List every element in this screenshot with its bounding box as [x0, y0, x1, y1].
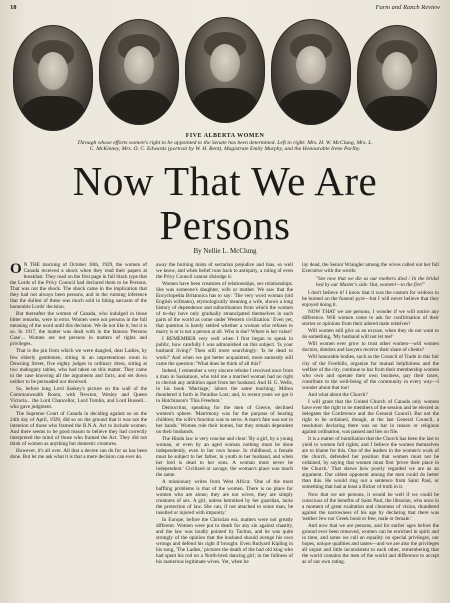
paragraph: So, before long Lord Sankey's picture on the wall of the Commonwealth Room, with Newton, Wesley and Queen Victoria... the Lord Chancellor, Lord Tomlin, and Lord Russell... who gave judgment. [10, 385, 147, 410]
paragraph: lay dead, the Senior Wrangler among the wives called out her full Executive with the words: [302, 261, 439, 274]
paragraph: I REMEMBER very well when I first began to speak in public, how carefully I was admonished on this subject. 'Is your husband living?' Then still more searchingly: 'Is he dead to work?' And when we got better acquainted, more earnestly still came the question: 'What does he think of all this?' [156, 336, 293, 367]
paragraph: It is a matter of humiliation that the Church has been the last to yield to women full rights; and I believe the women themselves are to blame for this. One of the leaders in the women's work of the church, defended her position that women must not be ordained, by saying that women must first 'prove their place in the Church.' That shows how poorly regarded we are as an argument. Our oldest opponent among the men could do better than this. He would ring out a sentence from Saint Paul, or something that had at least a flicker of truth in it. [302, 436, 439, 491]
paragraph: I don't believe it! I know that it was the custom for widows to be burned on the funeral pyre—but I will never believe that they enjoyed doing it. [302, 290, 439, 309]
paragraph: Women have been creatures of relationships, sex relationships. She was someone's daughter, wife or mother. We saw that the Encyclopedia Britannica has to say: 'The very word woman (old English wifmann), etymologically meaning a wife, shows a long history of dependence and subordination from which the women of to-day have only gradually emancipated themselves in such parts of the world as come under Western civilization.' Even yet, that question is barely settled whether a woman who refuses to marry is or is not a person at all. Who is she? Where is her value? [156, 280, 293, 336]
text-column-1 [10, 262, 147, 566]
paragraph: That is the pin from which we were dangled, dear Ladies, by few elderly gentlemen, sitting in an unpretentious room in Downing Street, five eighty judges in ordinary dress, sitting at two mahogany tables, who had taken on this matter. They came to the case knowing all the arguments and facts, and set down neither to be persuaded nor deceived. [10, 348, 147, 385]
drop-cap: O [10, 260, 22, 277]
paragraph: Will honorable bodies, such as the Council of Trade in this fair city of the Foothills, organize for mutual helpfulness and the welfare of the city, continue to bar from their membership women who own and operate their own business, pay their taxes, contribute to the well-being of the community in every way—I wonder about that too! [302, 354, 439, 391]
verse-quote: "See now that we die as our mothers died / In the bridal bed by our Master's side. Out, women!—to the fire!" [316, 275, 439, 288]
text-column-3 [302, 262, 439, 566]
paragraph: Democritus, speaking for the men of Greece, declined women's sphere. 'Matrimony was for the purpose of bearing children; the wife's function was to serve. A man's fate was not in her hands.' Women rule their homes, but they remain dependent on their husbands. [156, 404, 293, 436]
paragraph: away the burning mists of sectarian prejudice and bias, so well we know, and when belief runs back to antiquity, a ruling of even the Privy Council cannot dislodge it. [156, 261, 293, 280]
portrait-photo [271, 19, 351, 125]
publication-name: Farm and Ranch Review [375, 4, 440, 11]
article-byline: By Nellie L. McClung [193, 246, 257, 255]
paragraph: A missionary writes from West Africa: 'One of the most baffling problems is that of the women. There is no place for women who are alone; they are not wives, they are simply creatures of sex. A girl, unless betrothed by her guardian, lacks the protection of law. She can, if not attached to some man, be insulted or injured with impunity.' [156, 479, 293, 516]
portrait-row [10, 17, 440, 131]
paragraph: Indeed, I remember a very sincere rebuke I received once from a man in Saskatoon, who told me a married woman had no right to cherish any ambition apart from her husband. And H. G. Wells, in his book 'Marriage,' labors the same teaching; Milton thundered it forth in Paradise Lost; and, in recent years we got it in Hutchinson's 'This Freedom.' [156, 367, 293, 404]
paragraph: However, it's all over. All that a decree can do for us has been done. But let me ask what it is that a mere decision can ever do. [10, 448, 147, 461]
paragraph: And what about the Church? [308, 391, 368, 398]
figure-caption-title: FIVE ALBERTA WOMEN [185, 133, 265, 139]
paragraph: Now that we are persons, it would be well if we could be conscious of the benefits of Saint Paul, the librarian, who once in a moment of great exaltation and clearness of vision, thundered against the narrowness of his age by declaring that there was 'neither Jew nor Greek bond or free, male or female.' [302, 491, 439, 522]
article-title: Now That We Are Persons [72, 157, 378, 248]
paragraph: I will grant that the United Church of Canada only women have ever the right to be members of the session and be elected as delegates the Conference and the General Council. But not the right to be ordained, though, at the last General Council, a resolution declaring there was no bar in reason or religious against ordination, was passed and lies on file. [302, 398, 439, 436]
article-body [10, 262, 440, 566]
paragraph: In Europe, before the Christian era, matters were not greatly different. Women were put to death for any sin against chastity, and the law was loudly pointed by Tacitus, and he was quite strongly of the opinion that the husband should avenge his own wrongs and defend his right if brought. Even Rudyard Kipling in his song, 'The Ladies,' pictures the death of the bad old king who had spent his rod on a North-bred dancing girl; in the fullness of his numerous legitimate wives. Yet, when he [156, 516, 293, 566]
paragraph: But thereafter the women of Canada, who indulged in those bitter remarks, were in error. Women were not persons in the full meaning of the word until this decision. We do not like it, but it is so. In 1917, the matter was dealt with in the famous 'Persons Case'... Women are not persons in matters of rights and privileges. [10, 311, 147, 348]
paragraph: O N THE morning of October 18th, 1929, the women of Canada received a shock when they read their papers at breakfast. They read on the first page in full black type that the Lords of the Privy Council had declared them to be Persons. That was not the shock. The shock came in the implication that they had not always been persons, and in the running inference that the dullest of these was much sold in biting sarcasm of the honorable Lords' decision. [10, 260, 147, 311]
paragraph: The Supreme Court of Canada in deciding against us on the 24th day of April, 1928, did so on the ground that it was not the intention of those who framed the B.N.A. Act to include women. And there seems to be good reason to believe they had correctly interpreted the mind of those who framed the Act. They did not think of women as anything but domestic creatures. [10, 410, 147, 448]
paragraph: NOW THAT we are persons, I wonder if we will notice any difference. Will women come to ask for confirmation of their stories or opinions from their adored male relatives? [302, 309, 439, 328]
page-number: 18 [10, 4, 17, 11]
portrait-photo [13, 25, 93, 131]
paragraph: Will women still give as an excuse, when they do not want to do something, 'My husband will not let me!' [302, 328, 439, 341]
page-header [10, 4, 440, 13]
portrait-photo [357, 25, 437, 131]
paragraph: The Hindu law is very concise and clear: 'By a girl, by a young woman, or even by an aged woman nothing must be done independently, even in her own house. In childhood, a female must be subject to her father, in youth to her husband, and when her lord is dead to her sons. A woman must never be independent.' Civilized or savage, the woman's place was much the same. [156, 436, 293, 479]
portrait-photo [99, 19, 179, 125]
figure-caption: Through whose efforts women's right to be appointed to the Senate has been determined. Left to right: Mrs. H. W. McClung, Mrs. L. C. McKinney, Mrs. O. C. Edwards (portrait by W. H. Bent), Magistrate Emily Murphy, and the Honourable Irene Parlby. [77, 140, 373, 153]
paragraph: And now that we are persons, and for earlier ages before the ground ever been removed, women can be enriched in spirit and in time, and some we call an equality on special privileges, our hopes, unique qualities and tastes—and we are also the privileges all unjust and little inconsistent to each other, remembering that the world contains the men of the world and difference to accept as of our own rating. [302, 522, 439, 566]
portrait-photo [185, 17, 265, 123]
text-column-2 [156, 262, 293, 566]
paragraph: Will women ever grow to trust other women—will women doctors, dentists and lawyers receive their share of clients? [302, 341, 439, 354]
